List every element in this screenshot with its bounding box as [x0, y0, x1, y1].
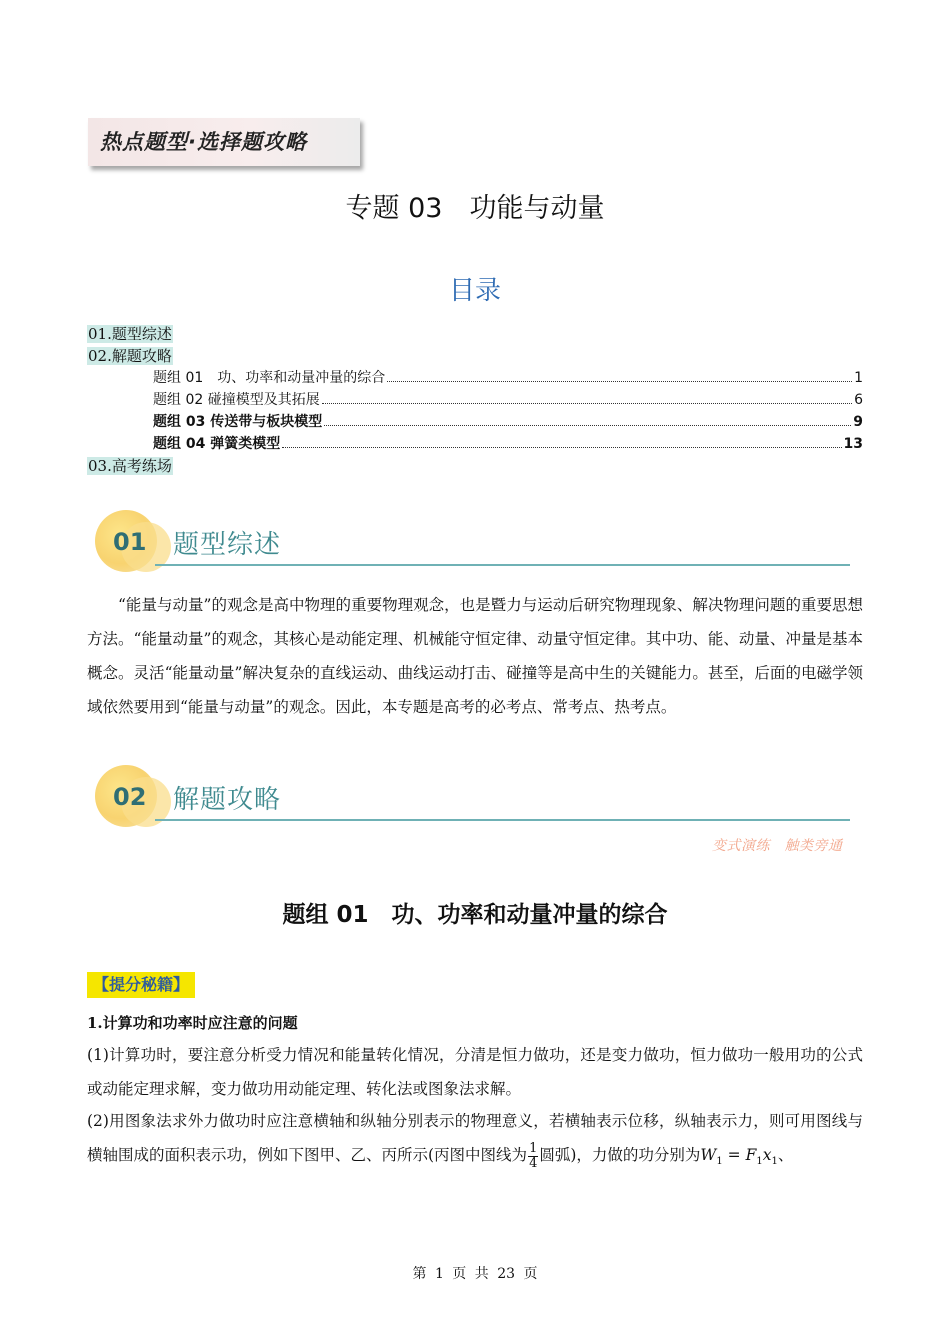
- formula-subscript: 1: [771, 1156, 778, 1168]
- toc-row-label: 题组 04 弹簧类模型: [153, 436, 281, 452]
- page-footer: 第 1 页 共 23 页: [412, 1266, 538, 1282]
- tip-badge: 【提分秘籍】: [87, 972, 195, 998]
- document-title: 专题 03 功能与动量: [345, 193, 605, 224]
- section-divider: [155, 564, 850, 566]
- toc-row-page: 6: [854, 392, 863, 408]
- section-number: 01: [113, 528, 147, 556]
- section-title: 题型综述: [173, 530, 282, 560]
- section-number: 02: [113, 783, 147, 811]
- tagline: 变式演练 触类旁通: [712, 838, 843, 854]
- toc-item-exam-practice[interactable]: [87, 456, 173, 476]
- group-title: 题组 01 功、功率和动量冲量的综合: [282, 902, 668, 928]
- fraction-denominator: 4: [529, 1155, 538, 1171]
- hot-topic-banner: 热点题型·选择题攻略: [88, 118, 360, 166]
- section-header-overview: [95, 510, 855, 580]
- subheading: 1.计算功和功率时应注意的问题: [87, 1014, 298, 1032]
- toc-row-page: 1: [854, 370, 863, 386]
- paragraph-2-text: (2)用图象法求外力做功时应注意横轴和纵轴分别表示的物理意义，若横轴表示位移，纵轴表示力，则可用图线与横轴围成的面积表示功，例如下图甲、乙、丙所示(丙图中图线为: [87, 1112, 863, 1164]
- formula-var-w: W: [700, 1146, 717, 1164]
- toc-item-label: 03.高考练场: [88, 457, 172, 475]
- toc-row[interactable]: [153, 390, 863, 410]
- toc-row[interactable]: [153, 412, 863, 432]
- toc-row[interactable]: [153, 434, 863, 454]
- toc-row-page: 9: [853, 414, 863, 430]
- toc-leader-dots: [387, 369, 852, 382]
- toc-row-label: 题组 03 传送带与板块模型: [153, 414, 323, 430]
- section-title: 解题攻略: [173, 785, 282, 815]
- section-divider: [155, 819, 850, 821]
- toc-item-overview[interactable]: [87, 324, 173, 344]
- toc-title: 目录: [448, 276, 501, 306]
- fraction-numerator: 1: [529, 1140, 538, 1156]
- work-formula: [700, 1146, 794, 1168]
- overview-paragraph: “能量与动量”的观念是高中物理的重要物理观念，也是暨力与运动后研究物理现象、解决物理问题的重要思想方法。“能量动量”的观念，其核心是动能定理、机械能守恒定律、动量守恒定律。其中功、能、动量、冲量是基本概念。灵活“能量动量”解决复杂的直线运动、曲线运动打击、碰撞等是高中生的关键能力。甚至，后面的电磁学领域依然要用到“能量与动量”的观念。因此，本专题是高考的必考点、常考点、热考点。: [87, 596, 863, 716]
- fraction: [528, 1142, 538, 1171]
- paragraph-2: [87, 1104, 863, 1179]
- toc-row-label: 题组 02 碰撞模型及其拓展: [153, 392, 320, 408]
- toc-item-strategy[interactable]: [87, 346, 173, 366]
- formula-var-f: F: [745, 1146, 757, 1164]
- toc-item-label: 02.解题攻略: [88, 347, 172, 365]
- toc-row[interactable]: [153, 368, 863, 388]
- toc-leader-dots: [282, 435, 841, 448]
- formula-subscript: 1: [716, 1156, 723, 1168]
- toc-row-page: 13: [843, 436, 863, 452]
- formula-var-x: x: [762, 1146, 772, 1164]
- formula-tail: 、: [777, 1146, 794, 1164]
- formula-equals: =: [722, 1146, 746, 1164]
- paragraph-1: (1)计算功时，要注意分析受力情况和能量转化情况，分清是恒力做功，还是变力做功，恒力做功一般用功的公式或动能定理求解，变力做功用动能定理、转化法或图象法求解。: [87, 1046, 863, 1098]
- formula-subscript: 1: [756, 1156, 763, 1168]
- paragraph-2-text-cont: 圆弧)，力做的功分别为: [539, 1146, 701, 1164]
- toc-leader-dots: [324, 413, 851, 426]
- toc-item-label: 01.题型综述: [88, 325, 172, 343]
- toc-row-label: 题组 01 功、功率和动量冲量的综合: [153, 370, 386, 386]
- section-header-strategy: [95, 765, 855, 835]
- toc-leader-dots: [322, 391, 852, 404]
